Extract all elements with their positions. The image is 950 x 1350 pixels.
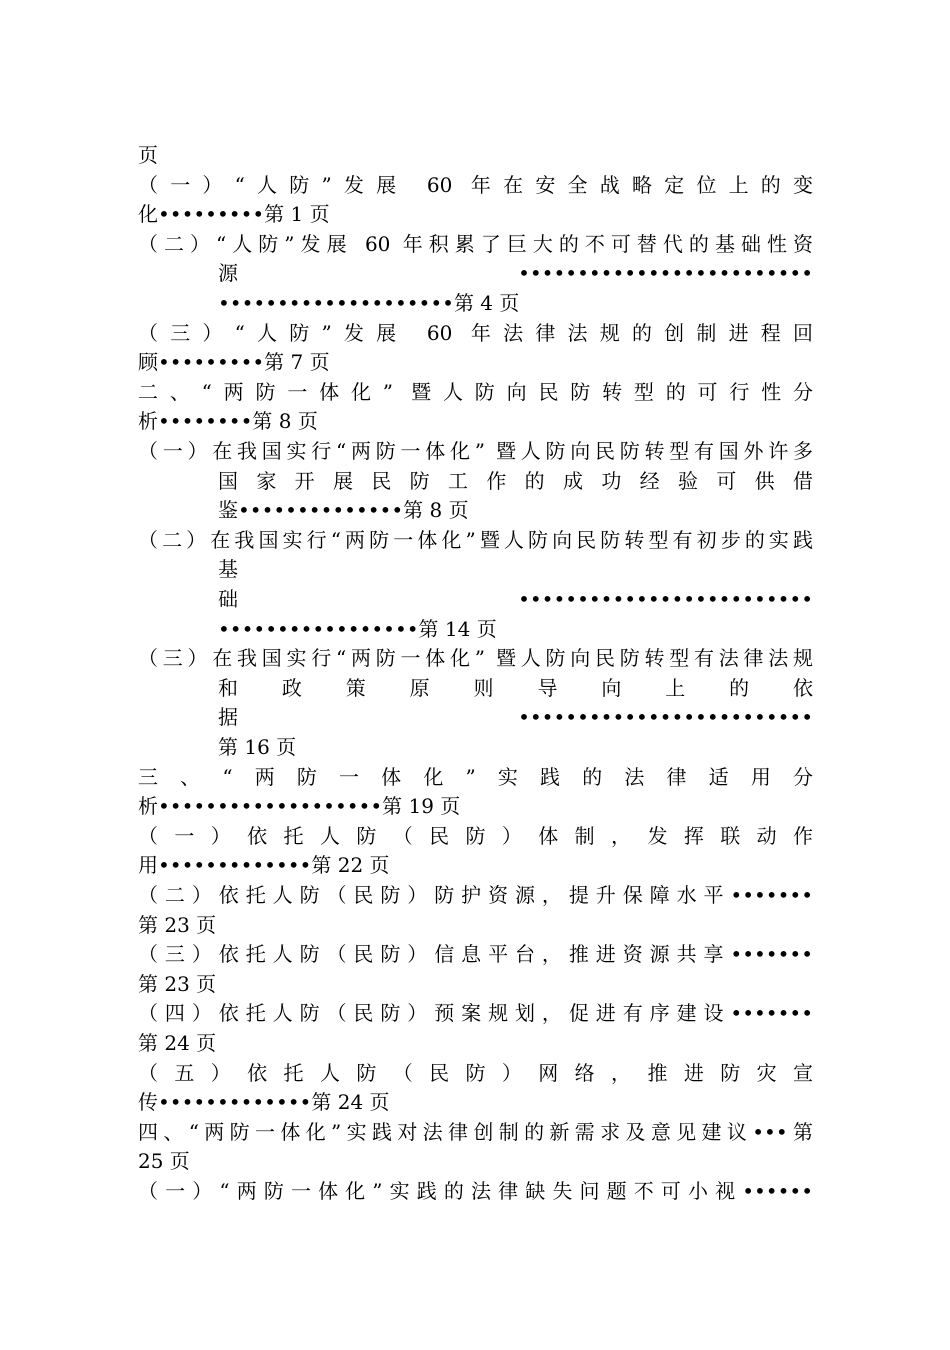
toc-line: （二）“人防”发展 60 年积累了巨大的不可替代的基础性资 <box>138 232 813 256</box>
toc-line: （一）在我国实行“两防一体化” 暨人防向民防转型有国外许多 <box>138 439 813 463</box>
toc-line: （一）“两防一体化”实践的法律缺失问题不可小视•••••• <box>138 1179 813 1203</box>
toc-line: （五）依托人防（民防）网络，推进防灾宣 <box>138 1061 813 1085</box>
toc-line: 二、“两防一体化” 暨人防向民防转型的可行性分 <box>138 380 813 404</box>
toc-line: 化•••••••••第 1 页 <box>138 202 330 226</box>
toc-line: 第 16 页 <box>218 735 297 759</box>
toc-line: 据••••••••••••••••••••••••• <box>218 705 813 729</box>
toc-line: 第 23 页 <box>138 913 217 937</box>
toc-line: 国家开展民防工作的成功经验可供借 <box>218 469 813 493</box>
toc-line: 四、“两防一体化”实践对法律创制的新需求及意见建议•••第 <box>138 1120 813 1144</box>
toc-line: 传•••••••••••••第 24 页 <box>138 1090 390 1114</box>
toc-line: ••••••••••••••••••••第 4 页 <box>218 291 520 315</box>
toc-line: 用•••••••••••••第 22 页 <box>138 853 390 877</box>
toc-line: （四）依托人防（民防）预案规划，促进有序建设••••••• <box>138 1001 813 1025</box>
toc-line: 鉴••••••••••••••第 8 页 <box>218 498 469 522</box>
toc-line: 源••••••••••••••••••••••••• <box>218 261 813 285</box>
toc-line: 础••••••••••••••••••••••••• <box>218 587 813 611</box>
toc-line: 页 <box>138 143 158 167</box>
toc-line: 第 23 页 <box>138 972 217 996</box>
toc-line: 和政策原则导向上的依 <box>218 676 813 700</box>
toc-line: （三）“人防”发展 60 年法律法规的创制进程回 <box>138 321 813 345</box>
toc-line: （二）依托人防（民防）防护资源，提升保障水平••••••• <box>138 883 813 907</box>
toc-line: 析•••••••••••••••••••第 19 页 <box>138 794 461 818</box>
toc-line: 25 页 <box>138 1149 190 1173</box>
toc-line: 三、“两防一体化”实践的法律适用分 <box>138 765 813 789</box>
toc-line: •••••••••••••••••第 14 页 <box>218 617 497 641</box>
toc-line: （一）“人防”发展 60 年在安全战略定位上的变 <box>138 173 813 197</box>
toc-line: （三）在我国实行“两防一体化” 暨人防向民防转型有法律法规 <box>138 646 813 670</box>
toc-line: （二）在我国实行“两防一体化”暨人防向民防转型有初步的实践 <box>138 528 813 552</box>
toc-line: 顾•••••••••第 7 页 <box>138 350 330 374</box>
toc-line: （一）依托人防（民防）体制，发挥联动作 <box>138 824 813 848</box>
toc-line: （三）依托人防（民防）信息平台，推进资源共享••••••• <box>138 942 813 966</box>
toc-line: 析••••••••第 8 页 <box>138 409 318 433</box>
toc-line: 基 <box>218 557 238 581</box>
toc-line: 第 24 页 <box>138 1031 217 1055</box>
